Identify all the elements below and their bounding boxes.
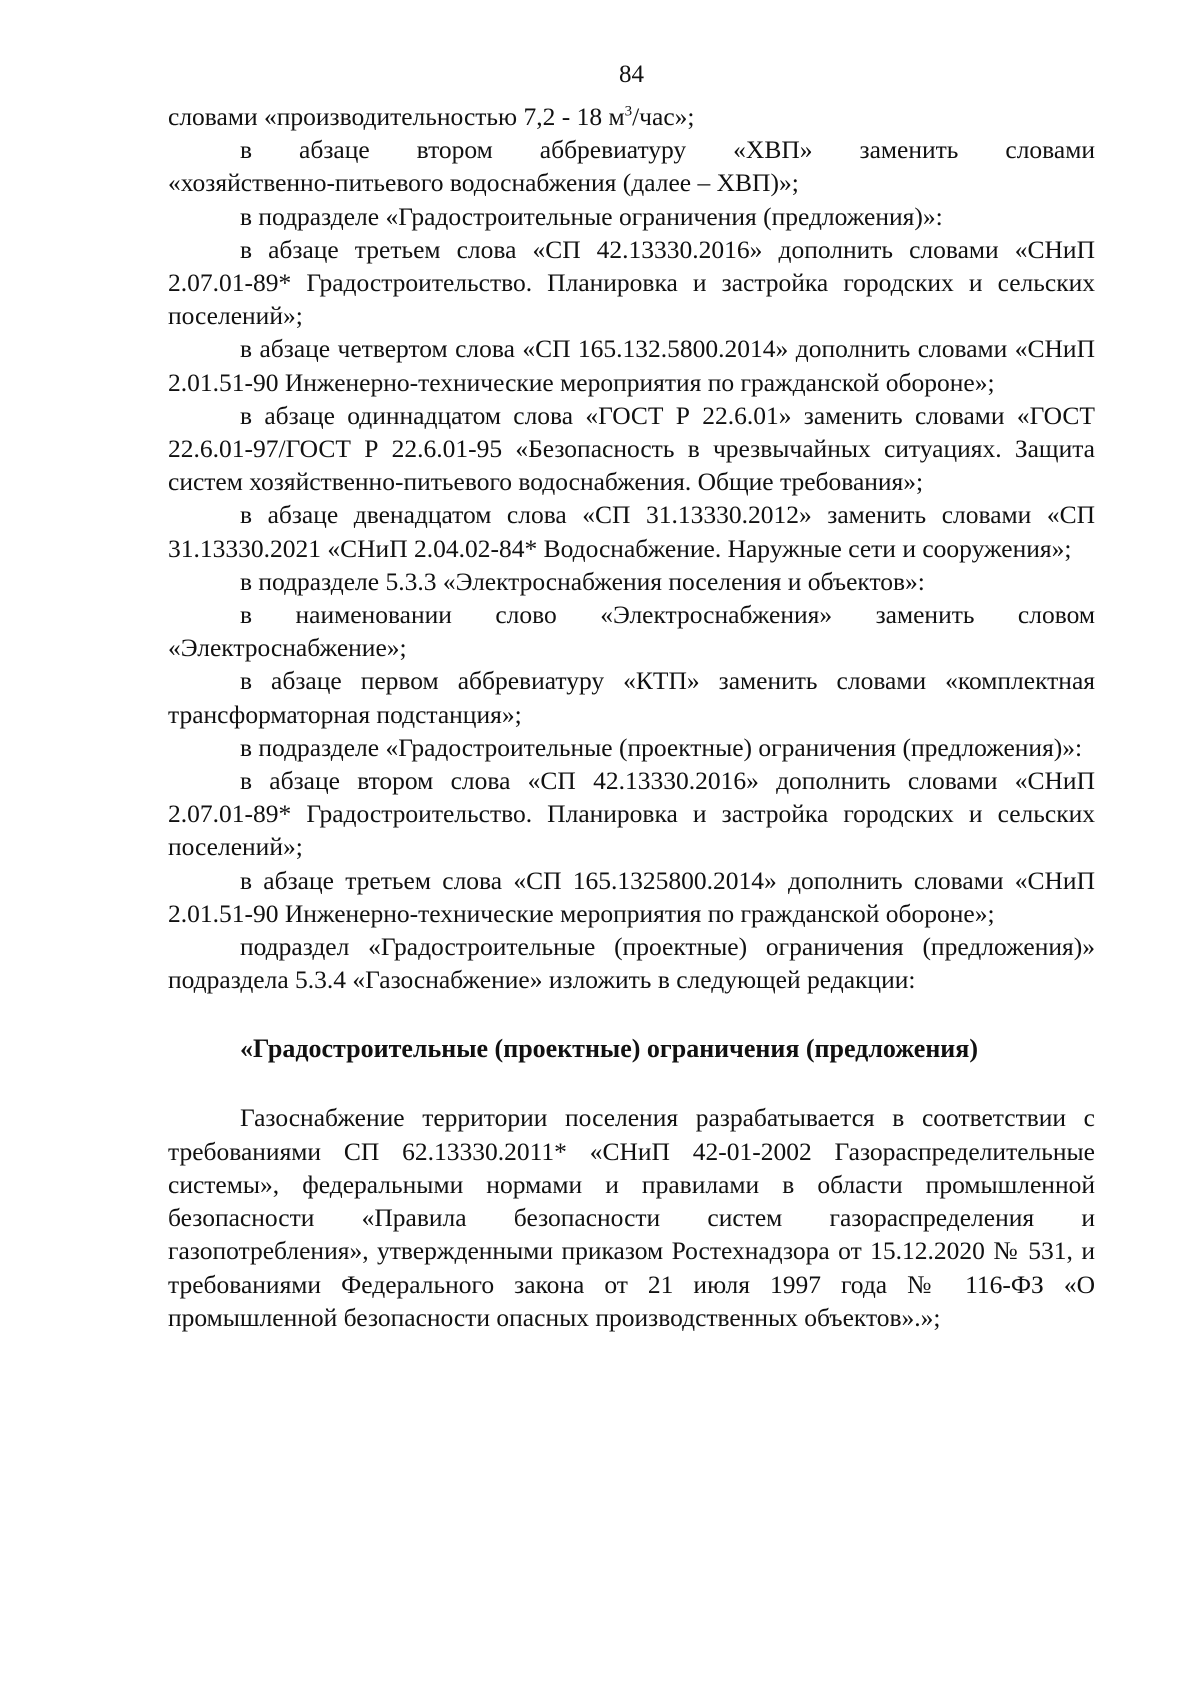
paragraph-0 bbox=[168, 100, 1095, 133]
paragraph-11: в абзаце втором слова «СП 42.13330.2016» дополнить словами «СНиП 2.07.01-89* Градостроительство. Планировка и застройка городских и сельских поселений»; bbox=[168, 766, 1095, 862]
paragraph-0-text: словами «производительностью 7,2 - 18 м bbox=[168, 102, 625, 131]
paragraph-0-end: /час»; bbox=[632, 102, 695, 131]
paragraph-1a: в абзаце втором аббревиатуру «ХВП» заменить словами bbox=[240, 135, 1095, 165]
document-page bbox=[168, 60, 1095, 1334]
paragraph-14: Газоснабжение территории поселения разрабатывается в соответствии с требованиями СП 62.13330.2011* «СНиП 42-01-2002 Газораспределительные системы», федеральными нормами и правилами в области промышленной безопасности «Правила безопасности систем газораспределения и газопотребления», утвержденными приказом Ростехнадзора от 15.12.2020 № 531, и требованиями Федерального закона от 21 июля 1997 года № 116-ФЗ «О промышленной безопасности опасных производственных объектов».»; bbox=[168, 1103, 1095, 1332]
page-number: 84 bbox=[619, 61, 644, 88]
paragraph-5: в абзаце одиннадцатом слова «ГОСТ Р 22.6.01» заменить словами «ГОСТ 22.6.01-97/ГОСТ Р 22.6.01-95 «Безопасность в чрезвычайных ситуациях. Защита систем хозяйственно-питьевого водоснабжения. Общие требования»; bbox=[168, 400, 1095, 497]
paragraph-10: в подразделе «Градостроительные (проектные) ограничения (предложения)»: bbox=[240, 732, 1083, 762]
paragraph-7: в подразделе 5.3.3 «Электроснабжения поселения и объектов»: bbox=[240, 566, 925, 596]
paragraph-13: подраздел «Градостроительные (проектные) ограничения (предложения)» подраздела 5.3.4 «Газоснабжение» изложить в следующей редакции: bbox=[168, 932, 1095, 995]
paragraph-9: в абзаце первом аббревиатуру «КТП» заменить словами «комплектная трансформаторная подстанция»; bbox=[168, 666, 1095, 729]
paragraph-6: в абзаце двенадцатом слова «СП 31.13330.2012» заменить словами «СП 31.13330.2021 «СНиП 2.04.02-84* Водоснабжение. Наружные сети и сооружения»; bbox=[168, 500, 1095, 563]
paragraph-2: в подразделе «Градостроительные ограничения (предложения)»: bbox=[240, 201, 943, 231]
paragraph-4: в абзаце четвертом слова «СП 165.132.5800.2014» дополнить словами «СНиП 2.01.51-90 Инженерно-технические мероприятия по гражданской обороне»; bbox=[168, 334, 1095, 397]
paragraph-1b: «хозяйственно-питьевого водоснабжения (далее – ХВП)»; bbox=[168, 168, 799, 198]
paragraph-8: в наименовании слово «Электроснабжения» заменить словом «Электроснабжение»; bbox=[168, 600, 1095, 663]
section-heading: «Градостроительные (проектные) ограничения (предложения) bbox=[240, 1034, 979, 1064]
superscript-cubic: 3 bbox=[624, 103, 633, 120]
paragraph-3: в абзаце третьем слова «СП 42.13330.2016» дополнить словами «СНиП 2.07.01-89* Градостроительство. Планировка и застройка городских и сельских поселений»; bbox=[168, 234, 1095, 331]
paragraph-12: в абзаце третьем слова «СП 165.1325800.2014» дополнить словами «СНиП 2.01.51-90 Инженерно-технические мероприятия по гражданской обороне»; bbox=[168, 865, 1095, 928]
